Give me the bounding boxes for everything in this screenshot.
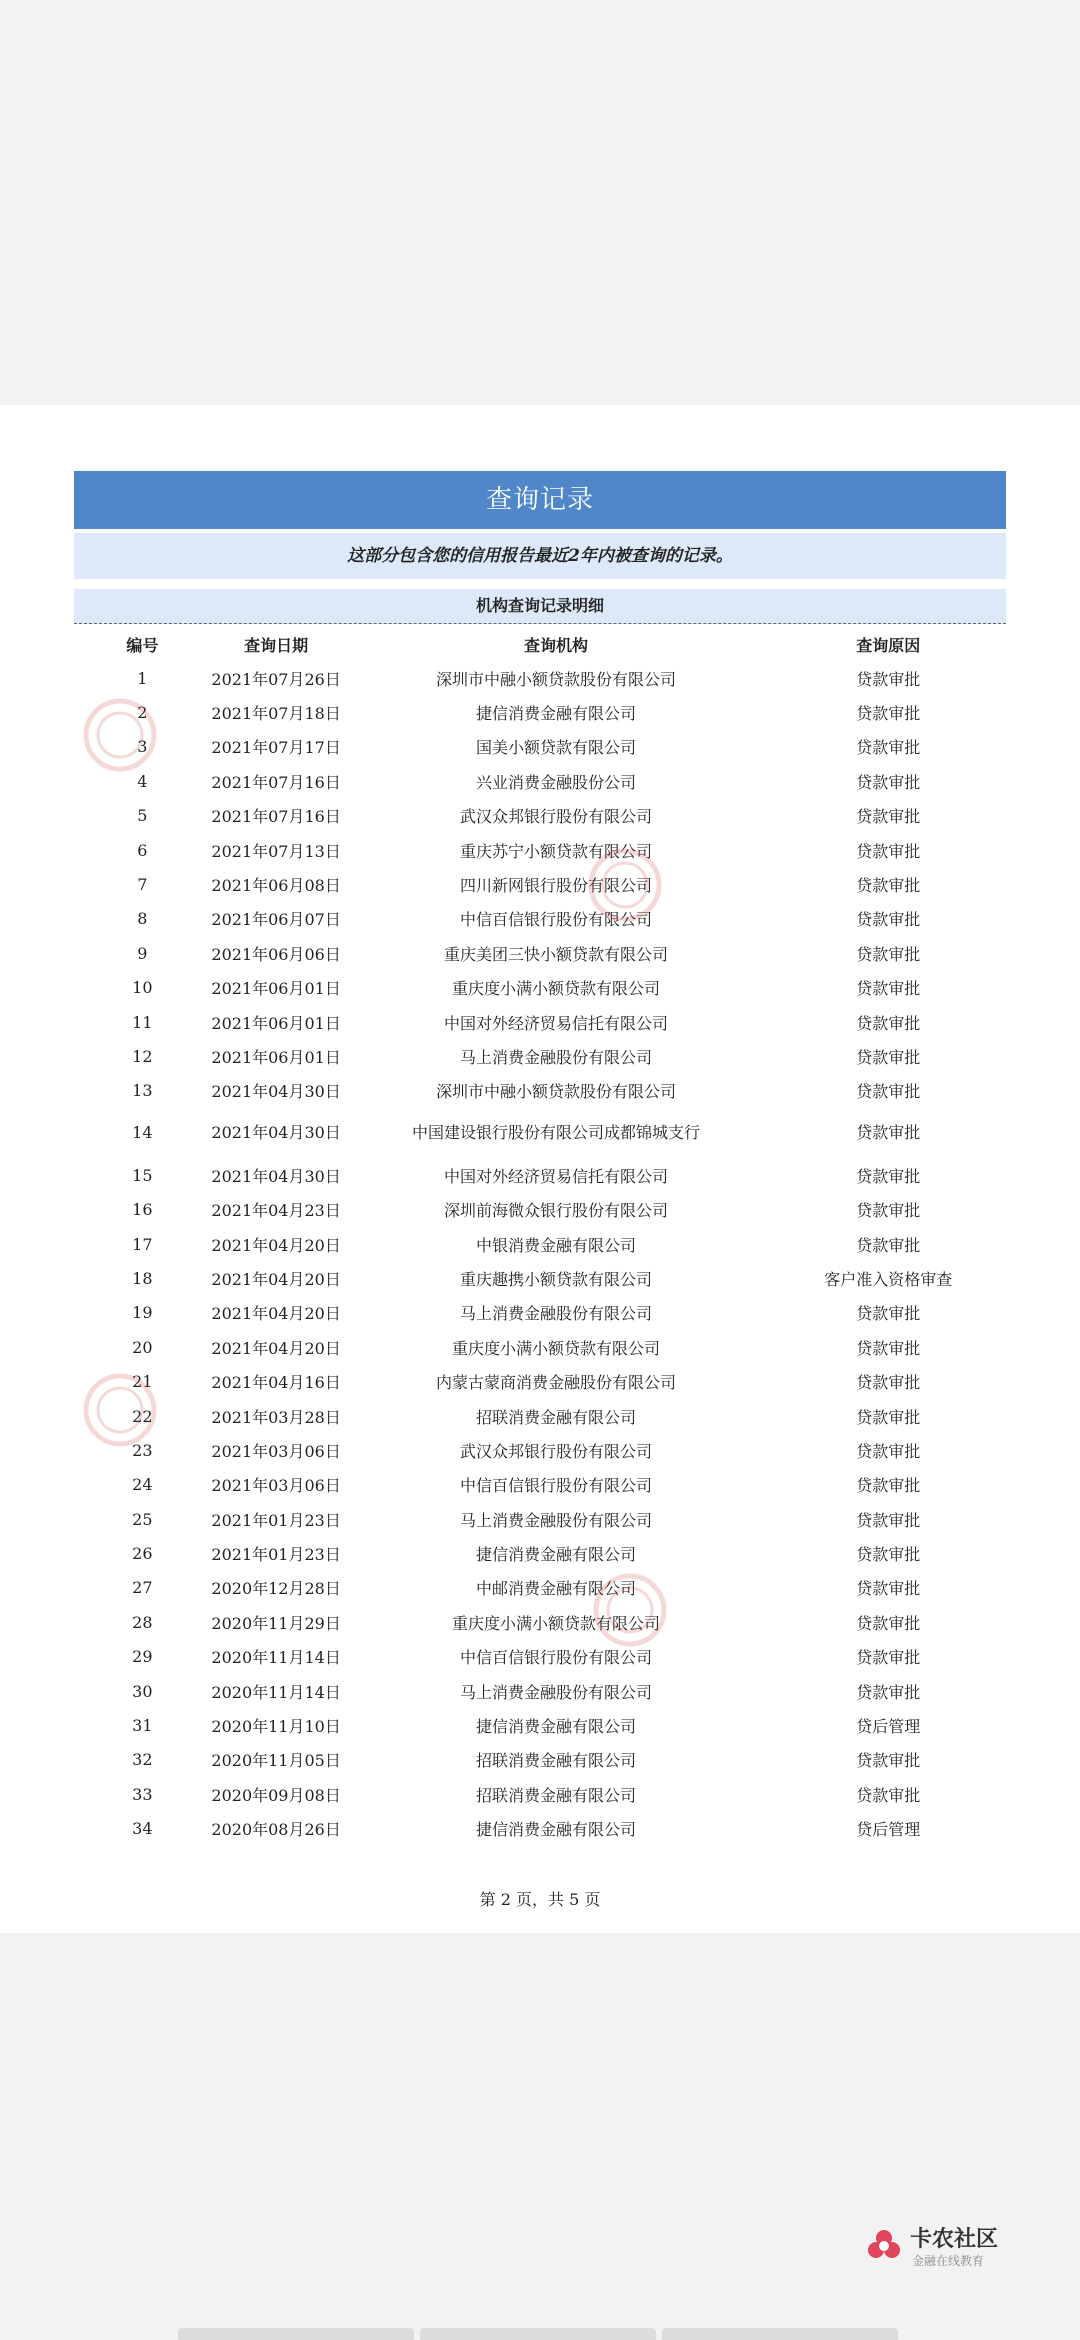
table-row (74, 1005, 1006, 1039)
row-number: 10 (132, 978, 153, 998)
report-page (0, 405, 1080, 1933)
row-date: 2020年11月05日 (211, 1751, 341, 1771)
row-reason: 贷款审批 (856, 1476, 921, 1496)
brand-name: 卡农社区 (910, 2227, 999, 2252)
table-row (74, 1108, 1006, 1158)
row-reason: 贷款审批 (856, 1123, 921, 1143)
table-row (74, 1192, 1006, 1226)
row-institution: 中国对外经济贸易信托有限公司 (444, 1013, 669, 1033)
row-number: 11 (132, 1012, 153, 1032)
row-institution: 捷信消费金融有限公司 (476, 1717, 637, 1737)
table-row (74, 1536, 1006, 1570)
table-row (74, 902, 1006, 936)
row-number: 8 (137, 909, 148, 929)
row-reason: 贷款审批 (856, 979, 921, 999)
row-date: 2020年11月14日 (211, 1648, 341, 1668)
table-row (74, 1674, 1006, 1708)
row-reason: 贷款审批 (856, 1545, 921, 1565)
row-date: 2020年12月28日 (211, 1579, 341, 1599)
row-date: 2020年11月10日 (211, 1717, 341, 1737)
row-number: 5 (137, 806, 148, 826)
table-row (74, 1158, 1006, 1192)
bottom-tab[interactable] (178, 2328, 414, 2340)
row-date: 2020年08月26日 (211, 1820, 341, 1840)
row-reason: 贷款审批 (856, 1751, 921, 1771)
row-date: 2021年06月01日 (211, 1047, 341, 1067)
row-date: 2021年01月23日 (211, 1545, 341, 1565)
row-institution: 深圳前海微众银行股份有限公司 (444, 1201, 669, 1221)
row-institution: 中邮消费金融有限公司 (476, 1579, 637, 1599)
row-number: 18 (132, 1268, 153, 1288)
row-number: 9 (137, 943, 148, 963)
row-number: 16 (132, 1200, 153, 1220)
row-date: 2021年06月08日 (211, 876, 341, 896)
table-row (74, 1708, 1006, 1742)
column-header-reason: 查询原因 (856, 635, 921, 655)
row-institution: 马上消费金融股份有限公司 (460, 1304, 653, 1324)
row-number: 27 (132, 1578, 153, 1598)
table-row (74, 695, 1006, 729)
row-reason: 贷款审批 (856, 1682, 921, 1702)
table-row (74, 971, 1006, 1005)
row-date: 2021年04月30日 (211, 1082, 341, 1102)
row-date: 2021年04月23日 (211, 1201, 341, 1221)
brand-logo (864, 2218, 1024, 2276)
table-row (74, 1433, 1006, 1467)
row-date: 2021年04月20日 (211, 1269, 341, 1289)
row-institution: 兴业消费金融股份公司 (476, 772, 637, 792)
row-reason: 贷款审批 (856, 944, 921, 964)
table-row (74, 1502, 1006, 1536)
row-date: 2021年06月06日 (211, 944, 341, 964)
row-institution: 中银消费金融有限公司 (476, 1235, 637, 1255)
table-row (74, 1227, 1006, 1261)
row-number: 30 (132, 1681, 153, 1701)
table-row (74, 1296, 1006, 1330)
row-institution: 招联消费金融有限公司 (476, 1751, 637, 1771)
row-institution: 招联消费金融有限公司 (476, 1785, 637, 1805)
row-institution: 深圳市中融小额贷款股份有限公司 (436, 1082, 677, 1102)
row-date: 2021年06月07日 (211, 910, 341, 930)
row-date: 2021年06月01日 (211, 979, 341, 999)
row-institution: 中信百信银行股份有限公司 (460, 1648, 653, 1668)
row-reason: 贷款审批 (856, 669, 921, 689)
row-institution: 武汉众邦银行股份有限公司 (460, 807, 653, 827)
row-institution: 重庆美团三快小额贷款有限公司 (444, 944, 669, 964)
table-row (74, 936, 1006, 970)
row-reason: 贷款审批 (856, 738, 921, 758)
row-number: 32 (132, 1750, 153, 1770)
row-institution: 中国建设银行股份有限公司成都锦城支行 (412, 1123, 701, 1143)
row-institution: 重庆趣携小额贷款有限公司 (460, 1269, 653, 1289)
row-date: 2021年07月17日 (211, 738, 341, 758)
table-row (74, 1074, 1006, 1108)
row-reason: 贷款审批 (856, 1441, 921, 1461)
section-description: 这部分包含您的信用报告最近2年内被查询的记录。 (74, 533, 1006, 579)
table-row (74, 1468, 1006, 1502)
row-date: 2021年07月16日 (211, 807, 341, 827)
table-row (74, 799, 1006, 833)
row-reason: 贷后管理 (856, 1717, 921, 1737)
row-reason: 贷款审批 (856, 1047, 921, 1067)
row-number: 3 (137, 737, 148, 757)
row-number: 20 (132, 1337, 153, 1357)
row-number: 4 (137, 771, 148, 791)
brand-tagline: 金融在线教育 (912, 2254, 985, 2268)
row-institution: 内蒙古蒙商消费金融股份有限公司 (436, 1373, 677, 1393)
row-date: 2021年07月16日 (211, 772, 341, 792)
row-number: 14 (132, 1123, 153, 1143)
row-institution: 中信百信银行股份有限公司 (460, 1476, 653, 1496)
row-date: 2021年03月06日 (211, 1441, 341, 1461)
row-reason: 贷款审批 (856, 1373, 921, 1393)
row-number: 6 (137, 840, 148, 860)
row-institution: 重庆度小满小额贷款有限公司 (452, 979, 661, 999)
row-institution: 招联消费金融有限公司 (476, 1407, 637, 1427)
row-reason: 客户准入资格审查 (824, 1269, 953, 1289)
table-body (74, 661, 1006, 1846)
row-number: 12 (132, 1046, 153, 1066)
inquiry-table (74, 627, 1006, 1846)
table-row (74, 1605, 1006, 1639)
row-number: 28 (132, 1612, 153, 1632)
row-number: 23 (132, 1440, 153, 1460)
row-institution: 捷信消费金融有限公司 (476, 1820, 637, 1840)
row-date: 2020年11月29日 (211, 1613, 341, 1633)
row-reason: 贷款审批 (856, 1338, 921, 1358)
table-row (74, 1039, 1006, 1073)
table-row (74, 1640, 1006, 1674)
row-date: 2021年04月20日 (211, 1338, 341, 1358)
column-header-number: 编号 (126, 635, 159, 655)
row-reason: 贷款审批 (856, 704, 921, 724)
table-row (74, 1399, 1006, 1433)
row-reason: 贷款审批 (856, 1785, 921, 1805)
row-reason: 贷款审批 (856, 1082, 921, 1102)
row-date: 2021年07月13日 (211, 841, 341, 861)
row-date: 2021年03月06日 (211, 1476, 341, 1496)
row-number: 25 (132, 1509, 153, 1529)
table-row (74, 661, 1006, 695)
row-institution: 马上消费金融股份有限公司 (460, 1510, 653, 1530)
row-date: 2020年09月08日 (211, 1785, 341, 1805)
row-date: 2021年07月18日 (211, 704, 341, 724)
row-number: 34 (132, 1819, 153, 1839)
row-number: 13 (132, 1081, 153, 1101)
row-number: 17 (132, 1234, 153, 1254)
row-reason: 贷款审批 (856, 1613, 921, 1633)
row-reason: 贷款审批 (856, 1510, 921, 1530)
table-row (74, 1571, 1006, 1605)
row-date: 2021年07月26日 (211, 669, 341, 689)
row-reason: 贷款审批 (856, 1407, 921, 1427)
column-header-date: 查询日期 (244, 635, 309, 655)
row-number: 26 (132, 1544, 153, 1564)
row-institution: 马上消费金融股份有限公司 (460, 1682, 653, 1702)
row-number: 21 (132, 1372, 153, 1392)
row-reason: 贷款审批 (856, 910, 921, 930)
row-institution: 深圳市中融小额贷款股份有限公司 (436, 669, 677, 689)
row-reason: 贷款审批 (856, 1235, 921, 1255)
row-reason: 贷款审批 (856, 841, 921, 861)
table-row (74, 1364, 1006, 1398)
table-row (74, 867, 1006, 901)
table-row (74, 1743, 1006, 1777)
row-institution: 四川新网银行股份有限公司 (460, 876, 653, 896)
table-row (74, 1812, 1006, 1846)
bottom-tab[interactable] (662, 2328, 898, 2340)
bottom-tab-bar (178, 2328, 898, 2340)
row-institution: 捷信消费金融有限公司 (476, 704, 637, 724)
row-date: 2021年04月30日 (211, 1123, 341, 1143)
row-reason: 贷款审批 (856, 1304, 921, 1324)
row-reason: 贷款审批 (856, 1579, 921, 1599)
table-row (74, 1330, 1006, 1364)
row-number: 15 (132, 1165, 153, 1185)
row-date: 2021年01月23日 (211, 1510, 341, 1530)
table-row (74, 764, 1006, 798)
row-institution: 马上消费金融股份有限公司 (460, 1047, 653, 1067)
row-number: 1 (137, 668, 148, 688)
row-reason: 贷款审批 (856, 1201, 921, 1221)
row-date: 2021年04月30日 (211, 1166, 341, 1186)
row-institution: 重庆度小满小额贷款有限公司 (452, 1338, 661, 1358)
section-header: 查询记录 (74, 471, 1006, 529)
table-row (74, 730, 1006, 764)
row-reason: 贷款审批 (856, 807, 921, 827)
row-institution: 中信百信银行股份有限公司 (460, 910, 653, 930)
bottom-tab[interactable] (420, 2328, 656, 2340)
table-row (74, 833, 1006, 867)
row-reason: 贷款审批 (856, 876, 921, 896)
row-date: 2021年04月20日 (211, 1235, 341, 1255)
row-date: 2020年11月14日 (211, 1682, 341, 1702)
row-institution: 国美小额贷款有限公司 (476, 738, 637, 758)
row-number: 33 (132, 1784, 153, 1804)
row-institution: 重庆苏宁小额贷款有限公司 (460, 841, 653, 861)
row-reason: 贷后管理 (856, 1820, 921, 1840)
table-header-row (74, 627, 1006, 661)
column-header-institution: 查询机构 (524, 635, 589, 655)
row-reason: 贷款审批 (856, 772, 921, 792)
row-number: 2 (137, 703, 148, 723)
row-date: 2021年06月01日 (211, 1013, 341, 1033)
row-number: 24 (132, 1475, 153, 1495)
subsection-title: 机构查询记录明细 (74, 589, 1006, 624)
page-number: 第 2 页，共 5 页 (479, 1890, 601, 1909)
row-date: 2021年04月20日 (211, 1304, 341, 1324)
row-reason: 贷款审批 (856, 1013, 921, 1033)
brand-flower-icon (864, 2226, 904, 2266)
row-number: 31 (132, 1716, 153, 1736)
row-number: 19 (132, 1303, 153, 1323)
row-reason: 贷款审批 (856, 1166, 921, 1186)
row-number: 29 (132, 1647, 153, 1667)
row-institution: 武汉众邦银行股份有限公司 (460, 1441, 653, 1461)
row-institution: 捷信消费金融有限公司 (476, 1545, 637, 1565)
row-number: 22 (132, 1406, 153, 1426)
row-date: 2021年03月28日 (211, 1407, 341, 1427)
row-institution: 中国对外经济贸易信托有限公司 (444, 1166, 669, 1186)
row-reason: 贷款审批 (856, 1648, 921, 1668)
row-institution: 重庆度小满小额贷款有限公司 (452, 1613, 661, 1633)
row-date: 2021年04月16日 (211, 1373, 341, 1393)
table-row (74, 1261, 1006, 1295)
row-number: 7 (137, 875, 148, 895)
table-row (74, 1777, 1006, 1811)
